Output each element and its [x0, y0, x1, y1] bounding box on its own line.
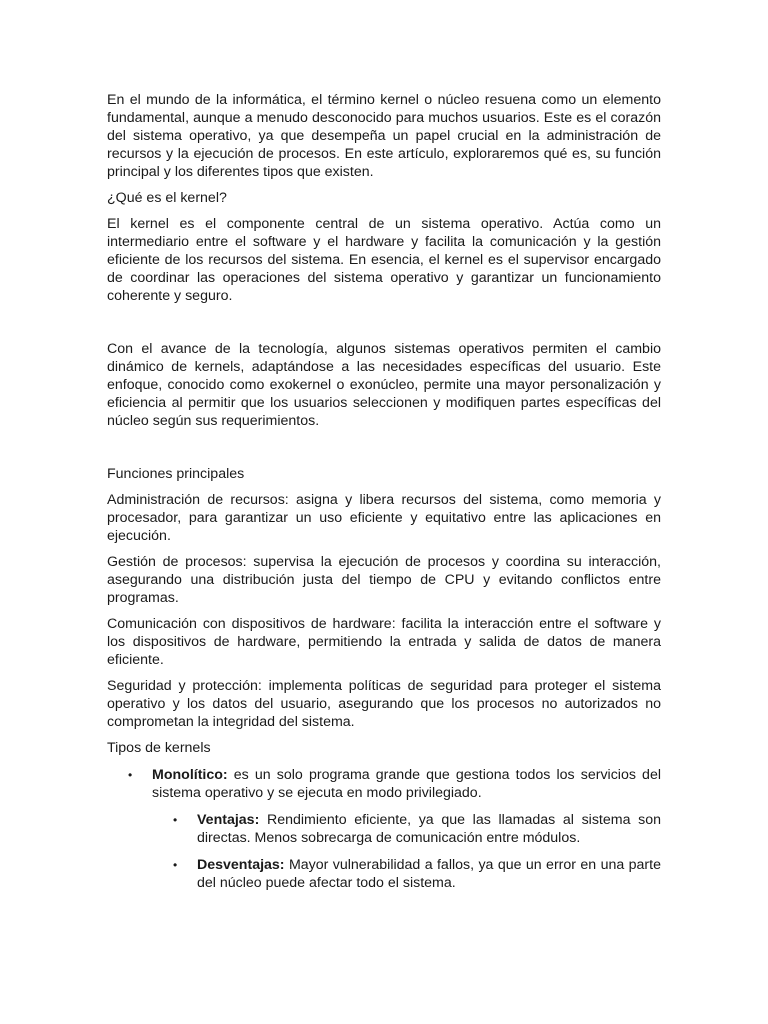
disadvantages-term: Desventajas:	[197, 857, 285, 873]
monolithic-term: Monolítico:	[152, 767, 228, 783]
heading-what-is-kernel: ¿Qué es el kernel?	[107, 190, 227, 206]
exokernel-paragraph: Con el avance de la tecnología, algunos sistemas operativos permiten el cambio dinámico de kernels, adaptándose a las necesidades específicas del usuario. Este enfoque, conocido como exokernel o exonúcleo, permite una mayor personalización y eficiencia al permitir que los usuarios seleccionen y modifiquen partes específicas del núcleo según sus requerimientos.	[107, 341, 661, 429]
bullet-icon: •	[128, 768, 133, 782]
disadvantages-description: Mayor vulnerabilidad a fallos, ya que un error en una parte del núcleo puede afectar todo el sistema.	[197, 857, 661, 891]
list-item-disadvantages	[107, 856, 661, 892]
bullet-icon: •	[173, 813, 178, 827]
bullet-icon: •	[173, 858, 178, 872]
advantages-description: Rendimiento eficiente, ya que las llamadas al sistema son directas. Menos sobrecarga de comunicación entre módulos.	[197, 812, 661, 846]
function-resources-paragraph: Administración de recursos: asigna y libera recursos del sistema, como memoria y procesador, para garantizar un uso eficiente y equitativo entre las aplicaciones en ejecución.	[107, 492, 661, 544]
intro-paragraph: En el mundo de la informática, el término kernel o núcleo resuena como un elemento fundamental, aunque a menudo desconocido para muchos usuarios. Este es el corazón del sistema operativo, ya que desempeña un papel crucial en la administración de recursos y la ejecución de procesos. En este artículo, exploraremos qué es, su función principal y los diferentes tipos que existen.	[107, 92, 661, 180]
list-item-monolithic	[107, 766, 661, 802]
what-is-kernel-paragraph: El kernel es el componente central de un sistema operativo. Actúa como un intermediario entre el software y el hardware y facilita la comunicación y la gestión eficiente de los recursos del sistema. En esencia, el kernel es el supervisor encargado de coordinar las operaciones del sistema operativo y garantizar un funcionamiento coherente y seguro.	[107, 216, 661, 304]
heading-functions: Funciones principales	[107, 466, 245, 482]
function-security-paragraph: Seguridad y protección: implementa políticas de seguridad para proteger el sistema operativo y los datos del usuario, asegurando que los procesos no autorizados no comprometan la integridad del sistema.	[107, 678, 661, 730]
monolithic-pros-cons-list	[107, 811, 661, 892]
document-page	[107, 91, 661, 892]
function-processes-paragraph: Gestión de procesos: supervisa la ejecución de procesos y coordina su interacción, asegurando una distribución justa del tiempo de CPU y evitando conflictos entre programas.	[107, 554, 661, 606]
heading-kernel-types: Tipos de kernels	[107, 740, 211, 756]
list-item-advantages	[107, 811, 661, 847]
monolithic-description: es un solo programa grande que gestiona todos los servicios del sistema operativo y se ejecuta en modo privilegiado.	[152, 767, 661, 801]
advantages-term: Ventajas:	[197, 812, 260, 828]
kernel-types-list	[107, 766, 661, 802]
function-hardware-paragraph: Comunicación con dispositivos de hardware: facilita la interacción entre el software y los dispositivos de hardware, permitiendo la entrada y salida de datos de manera eficiente.	[107, 616, 661, 668]
